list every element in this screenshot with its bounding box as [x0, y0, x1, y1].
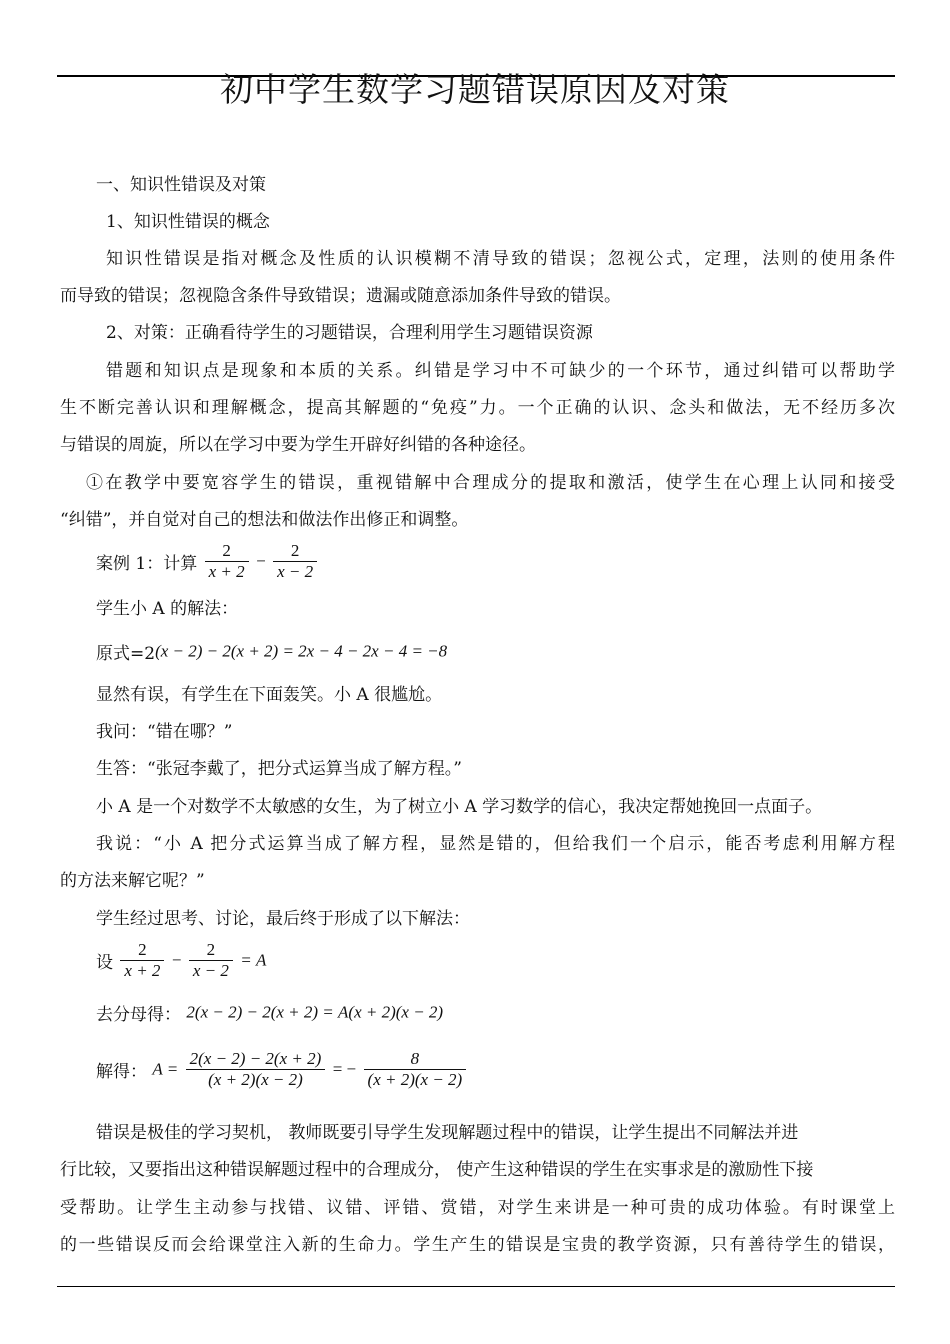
paragraph-line: 我说：“小 A 把分式运算当成了解方程，显然是错的，但给我们一个启示，能否考虑利用解方程: [96, 834, 895, 854]
math-expression: 2(x − 2) − 2(x + 2) = A(x + 2)(x − 2): [186, 1002, 444, 1022]
numerator: 2: [290, 541, 300, 560]
fraction: [189, 940, 233, 981]
numerator: 2: [138, 940, 147, 959]
fraction: [205, 541, 249, 582]
denominator: (x + 2)(x − 2): [364, 1069, 467, 1090]
fraction: [120, 940, 164, 981]
paragraph-line: 的方法来解它呢？”: [60, 871, 205, 891]
wrong-solution-line: [96, 639, 447, 664]
paragraph-line: 显然有误，有学生在下面轰笑。小 A 很尴尬。: [96, 685, 443, 705]
math-expression: = A: [240, 950, 267, 970]
case-1-expression: [96, 541, 319, 582]
numerator: 2(x − 2) − 2(x + 2): [189, 1049, 322, 1068]
paragraph-line: “纠错”，并自觉对自己的想法和做法作出修正和调整。: [60, 510, 469, 530]
paragraph-line: 行比较，又要指出这种错误解题过程中的合理成分， 使产生这种错误的学生在实事求是的激励性下接: [60, 1160, 814, 1180]
paragraph-line: 错题和知识点是现象和本质的关系。纠错是学习中不可缺少的一个环节，通过纠错可以帮助学: [106, 361, 895, 381]
fraction: [273, 541, 317, 582]
fraction: [186, 1049, 326, 1090]
paragraph-line: 错误是极佳的学习契机， 教师既要引导学生发现解题过程中的错误，让学生提出不同解法并进: [96, 1123, 799, 1143]
subsection-heading: 2、对策：正确看待学生的习题错误，合理利用学生习题错误资源: [106, 323, 593, 343]
paragraph-line: 的一些错误反而会给课堂注入新的生命力。学生产生的错误是宝贵的教学资源，只有善待学生的错误，: [60, 1235, 895, 1255]
section-heading: 一、知识性错误及对策: [96, 175, 266, 195]
denominator: (x + 2)(x − 2): [186, 1069, 326, 1090]
minus-sign: −: [171, 950, 182, 970]
paragraph-line: ①在教学中要宽容学生的错误，重视错解中合理成分的提取和激活，使学生在心理上认同和接受: [86, 473, 895, 493]
minus-sign: −: [256, 551, 266, 571]
case-label: 案例 1：计算: [96, 554, 198, 574]
denominator: x + 2: [120, 960, 164, 981]
math-expression: A =: [152, 1059, 179, 1079]
paragraph-line: 学生小 A 的解法：: [96, 599, 239, 619]
denominator: x + 2: [205, 561, 249, 582]
subsection-heading: 1、知识性错误的概念: [106, 212, 270, 232]
paragraph-line: 我问：“错在哪？”: [96, 722, 233, 742]
paragraph-line: 小 A 是一个对数学不太敏感的女生，为了树立小 A 学习数学的信心，我决定帮她挽回一点面子。: [96, 797, 823, 817]
step-label: 去分母得：: [96, 1005, 181, 1025]
fraction: [364, 1049, 467, 1090]
paragraph-line: 知识性错误是指对概念及性质的认识模糊不清导致的错误；忽视公式，定理，法则的使用条件: [106, 249, 895, 269]
solution-label: 原式=2: [96, 644, 156, 664]
denominator: x − 2: [189, 960, 233, 981]
paragraph-line: 而导致的错误；忽视隐含条件导致错误；遗漏或随意添加条件导致的错误。: [60, 286, 621, 306]
numerator: 8: [410, 1049, 420, 1068]
math-expression: (x − 2) − 2(x + 2) = 2x − 4 − 2x − 4 = −8: [155, 641, 448, 661]
paragraph-line: 学生经过思考、讨论，最后终于形成了以下解法：: [96, 909, 470, 929]
denominator: x − 2: [273, 561, 317, 582]
document-title: 初中学生数学习题错误原因及对策: [220, 70, 730, 109]
solve-line: [96, 1049, 468, 1090]
paragraph-line: 受帮助。让学生主动参与找错、议错、评错、赏错，对学生来讲是一种可贵的成功体验。有时课堂上: [60, 1198, 895, 1218]
numerator: 2: [206, 940, 216, 959]
math-expression: = −: [332, 1059, 357, 1079]
step-label: 解得：: [96, 1062, 147, 1082]
set-equation: [96, 940, 266, 981]
clear-denominator-line: [96, 1000, 443, 1025]
bottom-rule: [57, 1286, 895, 1287]
paragraph-line: 生答：“张冠李戴了，把分式运算当成了解方程。”: [96, 759, 462, 779]
paragraph-line: 生不断完善认识和理解概念，提高其解题的“免疫”力。一个正确的认识、念头和做法，无不经历多次: [60, 398, 895, 418]
set-label: 设: [96, 953, 113, 973]
numerator: 2: [222, 541, 231, 560]
paragraph-line: 与错误的周旋，所以在学习中要为学生开辟好纠错的各种途径。: [60, 435, 536, 455]
